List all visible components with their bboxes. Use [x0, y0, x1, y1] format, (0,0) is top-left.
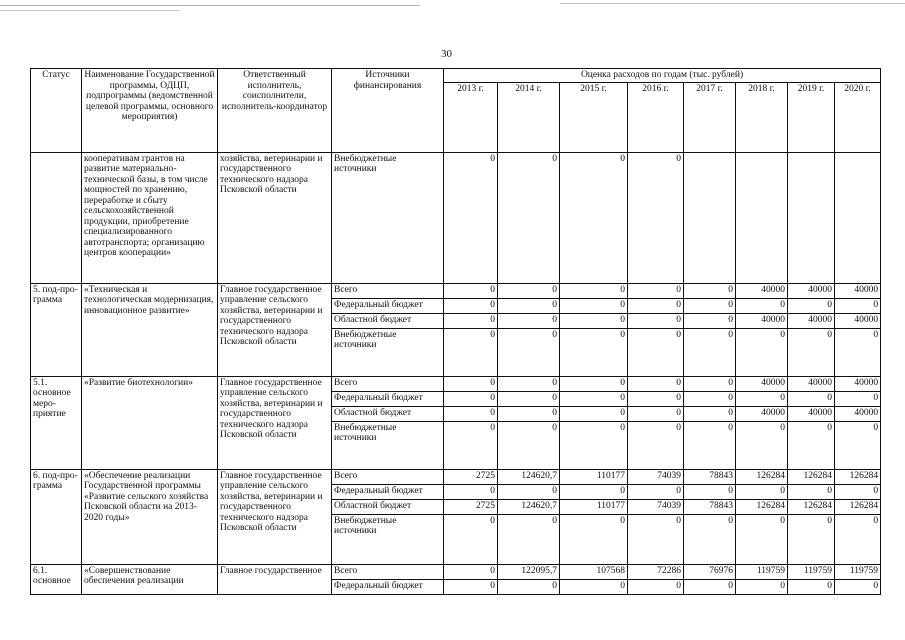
value-cell: 0 — [498, 328, 560, 376]
value-cell: 0 — [498, 579, 560, 594]
value-cell: 0 — [560, 313, 628, 328]
source-cell: Областной бюджет — [332, 313, 444, 328]
value-cell: 0 — [444, 328, 498, 376]
source-cell: Всего — [332, 283, 444, 298]
value-cell: 0 — [736, 484, 788, 499]
status-cell — [31, 152, 82, 283]
value-cell: 0 — [628, 328, 684, 376]
header-year: 2014 г. — [498, 82, 560, 152]
value-cell: 0 — [835, 579, 881, 594]
value-cell: 126284 — [835, 469, 881, 484]
value-cell: 0 — [736, 579, 788, 594]
source-cell: Внебюджетные источники — [332, 514, 444, 564]
value-cell: 40000 — [788, 313, 835, 328]
value-cell: 0 — [684, 484, 736, 499]
header-estimate: Оценка расходов по годам (тыс. рублей) — [444, 69, 881, 83]
responsible-cell: Главное государственное — [218, 564, 332, 594]
value-cell: 0 — [684, 406, 736, 421]
value-cell: 119759 — [788, 564, 835, 579]
source-cell: Всего — [332, 469, 444, 484]
name-cell: «Обеспечение реализации Государственной программы «Развитие сельского хозяйства Псковской области на 2013-2020 годы» — [82, 469, 218, 564]
source-cell: Областной бюджет — [332, 499, 444, 514]
value-cell: 0 — [788, 328, 835, 376]
value-cell: 0 — [444, 376, 498, 391]
value-cell: 40000 — [736, 376, 788, 391]
table-row — [31, 152, 881, 283]
value-cell: 0 — [444, 579, 498, 594]
header-year: 2020 г. — [835, 82, 881, 152]
value-cell: 0 — [628, 152, 684, 283]
header-year: 2017 г. — [684, 82, 736, 152]
value-cell: 0 — [788, 391, 835, 406]
table-row — [31, 376, 881, 391]
value-cell: 110177 — [560, 499, 628, 514]
value-cell: 126284 — [835, 499, 881, 514]
header-year: 2015 г. — [560, 82, 628, 152]
value-cell: 122095,7 — [498, 564, 560, 579]
value-cell — [736, 152, 788, 283]
source-cell: Федеральный бюджет — [332, 298, 444, 313]
value-cell: 0 — [684, 376, 736, 391]
value-cell: 0 — [498, 298, 560, 313]
value-cell: 0 — [835, 328, 881, 376]
source-cell: Внебюджетные источники — [332, 421, 444, 469]
value-cell: 0 — [736, 391, 788, 406]
value-cell: 0 — [788, 514, 835, 564]
responsible-cell: хозяйства, ветеринарии и государственного технического надзора Псковской области — [218, 152, 332, 283]
value-cell: 126284 — [736, 499, 788, 514]
value-cell: 72286 — [628, 564, 684, 579]
value-cell: 0 — [498, 421, 560, 469]
value-cell: 2725 — [444, 499, 498, 514]
status-cell: 5.1. основное меро-приятие — [31, 376, 82, 469]
value-cell: 0 — [444, 298, 498, 313]
source-cell: Областной бюджет — [332, 406, 444, 421]
value-cell: 0 — [788, 421, 835, 469]
value-cell: 78843 — [684, 469, 736, 484]
table-row — [31, 283, 881, 298]
value-cell: 0 — [628, 421, 684, 469]
name-cell: «Развитие биотехнологии» — [82, 376, 218, 469]
value-cell: 0 — [498, 514, 560, 564]
value-cell — [684, 152, 736, 283]
value-cell: 0 — [560, 283, 628, 298]
value-cell: 126284 — [788, 469, 835, 484]
value-cell: 40000 — [835, 406, 881, 421]
value-cell — [788, 152, 835, 283]
value-cell: 0 — [560, 406, 628, 421]
value-cell: 0 — [628, 376, 684, 391]
value-cell: 124620,7 — [498, 469, 560, 484]
source-cell: Внебюджетные источники — [332, 152, 444, 283]
value-cell: 0 — [788, 298, 835, 313]
value-cell: 0 — [560, 484, 628, 499]
value-cell: 40000 — [788, 283, 835, 298]
header-name: Наименование Государственной программы, ОДЦП, подпрограммы (ведомственной целевой программы, основного мероприятия) — [82, 69, 218, 153]
value-cell: 40000 — [835, 376, 881, 391]
value-cell: 0 — [560, 298, 628, 313]
header-responsible: Ответственный исполнитель, соисполнители, исполнитель-координатор — [218, 69, 332, 153]
value-cell: 78843 — [684, 499, 736, 514]
value-cell: 0 — [736, 328, 788, 376]
header-status: Статус — [31, 69, 82, 153]
scan-artifact-line — [0, 5, 420, 6]
value-cell: 119759 — [736, 564, 788, 579]
value-cell: 0 — [444, 406, 498, 421]
value-cell: 0 — [628, 283, 684, 298]
value-cell: 40000 — [736, 406, 788, 421]
source-cell: Федеральный бюджет — [332, 579, 444, 594]
value-cell: 0 — [560, 391, 628, 406]
value-cell: 40000 — [736, 313, 788, 328]
value-cell: 0 — [835, 391, 881, 406]
value-cell: 0 — [444, 152, 498, 283]
value-cell: 0 — [444, 283, 498, 298]
value-cell: 0 — [560, 376, 628, 391]
budget-table — [30, 68, 881, 595]
name-cell: «Техническая и технологическая модернизация, инновационное развитие» — [82, 283, 218, 376]
value-cell: 0 — [835, 298, 881, 313]
value-cell: 110177 — [560, 469, 628, 484]
status-cell: 5. под-про-грамма — [31, 283, 82, 376]
value-cell: 0 — [684, 328, 736, 376]
value-cell: 0 — [628, 391, 684, 406]
header-year: 2016 г. — [628, 82, 684, 152]
value-cell — [835, 152, 881, 283]
value-cell: 0 — [498, 376, 560, 391]
page-number: 30 — [441, 48, 452, 60]
value-cell: 0 — [498, 406, 560, 421]
responsible-cell: Главное государственное управление сельского хозяйства, ветеринарии и государственного технического надзора Псковской области — [218, 376, 332, 469]
value-cell: 74039 — [628, 469, 684, 484]
header-year: 2019 г. — [788, 82, 835, 152]
status-cell: 6. под-про-грамма — [31, 469, 82, 564]
source-cell: Федеральный бюджет — [332, 484, 444, 499]
value-cell: 40000 — [736, 283, 788, 298]
header-year: 2018 г. — [736, 82, 788, 152]
source-cell: Федеральный бюджет — [332, 391, 444, 406]
name-cell: «Совершенствование обеспечения реализации — [82, 564, 218, 594]
value-cell: 76976 — [684, 564, 736, 579]
value-cell: 0 — [835, 421, 881, 469]
source-cell: Всего — [332, 376, 444, 391]
value-cell: 0 — [628, 579, 684, 594]
value-cell: 0 — [444, 391, 498, 406]
value-cell: 0 — [444, 514, 498, 564]
value-cell: 0 — [684, 298, 736, 313]
value-cell: 0 — [835, 484, 881, 499]
value-cell: 0 — [560, 514, 628, 564]
value-cell: 0 — [684, 391, 736, 406]
value-cell: 0 — [444, 421, 498, 469]
name-cell: кооперативам грантов на развитие материально-технической базы, в том числе мощностей по хранению, переработке и сбыту сельскохозяйственной продукции, приобретение специализированного автотранспорта; организацию центров кооперации» — [82, 152, 218, 283]
value-cell: 0 — [444, 313, 498, 328]
value-cell: 0 — [788, 484, 835, 499]
value-cell: 0 — [736, 421, 788, 469]
value-cell: 0 — [498, 283, 560, 298]
scan-artifact-line — [560, 3, 905, 4]
value-cell: 0 — [628, 406, 684, 421]
value-cell: 0 — [628, 298, 684, 313]
value-cell: 119759 — [835, 564, 881, 579]
value-cell: 0 — [444, 564, 498, 579]
value-cell: 0 — [684, 421, 736, 469]
header-sources: Источники финансирования — [332, 69, 444, 153]
value-cell: 0 — [560, 328, 628, 376]
value-cell: 0 — [560, 579, 628, 594]
value-cell: 2725 — [444, 469, 498, 484]
value-cell: 0 — [736, 514, 788, 564]
value-cell: 0 — [684, 283, 736, 298]
value-cell: 0 — [736, 298, 788, 313]
value-cell: 0 — [498, 313, 560, 328]
table-row — [31, 564, 881, 579]
header-year: 2013 г. — [444, 82, 498, 152]
value-cell: 126284 — [788, 499, 835, 514]
value-cell: 124620,7 — [498, 499, 560, 514]
value-cell: 0 — [835, 514, 881, 564]
value-cell: 0 — [684, 579, 736, 594]
value-cell: 0 — [788, 579, 835, 594]
value-cell: 74039 — [628, 499, 684, 514]
value-cell: 0 — [498, 391, 560, 406]
status-cell: 6.1. основное — [31, 564, 82, 594]
source-cell: Внебюджетные источники — [332, 328, 444, 376]
value-cell: 0 — [560, 421, 628, 469]
value-cell: 0 — [628, 514, 684, 564]
value-cell: 0 — [628, 484, 684, 499]
scan-artifact-line — [0, 10, 180, 11]
value-cell: 40000 — [788, 406, 835, 421]
value-cell: 0 — [498, 484, 560, 499]
value-cell: 126284 — [736, 469, 788, 484]
value-cell: 107568 — [560, 564, 628, 579]
responsible-cell: Главное государственное управление сельского хозяйства, ветеринарии и государственного технического надзора Псковской области — [218, 469, 332, 564]
value-cell: 0 — [560, 152, 628, 283]
value-cell: 0 — [684, 313, 736, 328]
source-cell: Всего — [332, 564, 444, 579]
value-cell: 40000 — [835, 313, 881, 328]
value-cell: 40000 — [835, 283, 881, 298]
value-cell: 0 — [684, 514, 736, 564]
value-cell: 0 — [628, 313, 684, 328]
table-row — [31, 469, 881, 484]
value-cell: 0 — [444, 484, 498, 499]
responsible-cell: Главное государственное управление сельского хозяйства, ветеринарии и государственного технического надзора Псковской области — [218, 283, 332, 376]
value-cell: 40000 — [788, 376, 835, 391]
value-cell: 0 — [498, 152, 560, 283]
